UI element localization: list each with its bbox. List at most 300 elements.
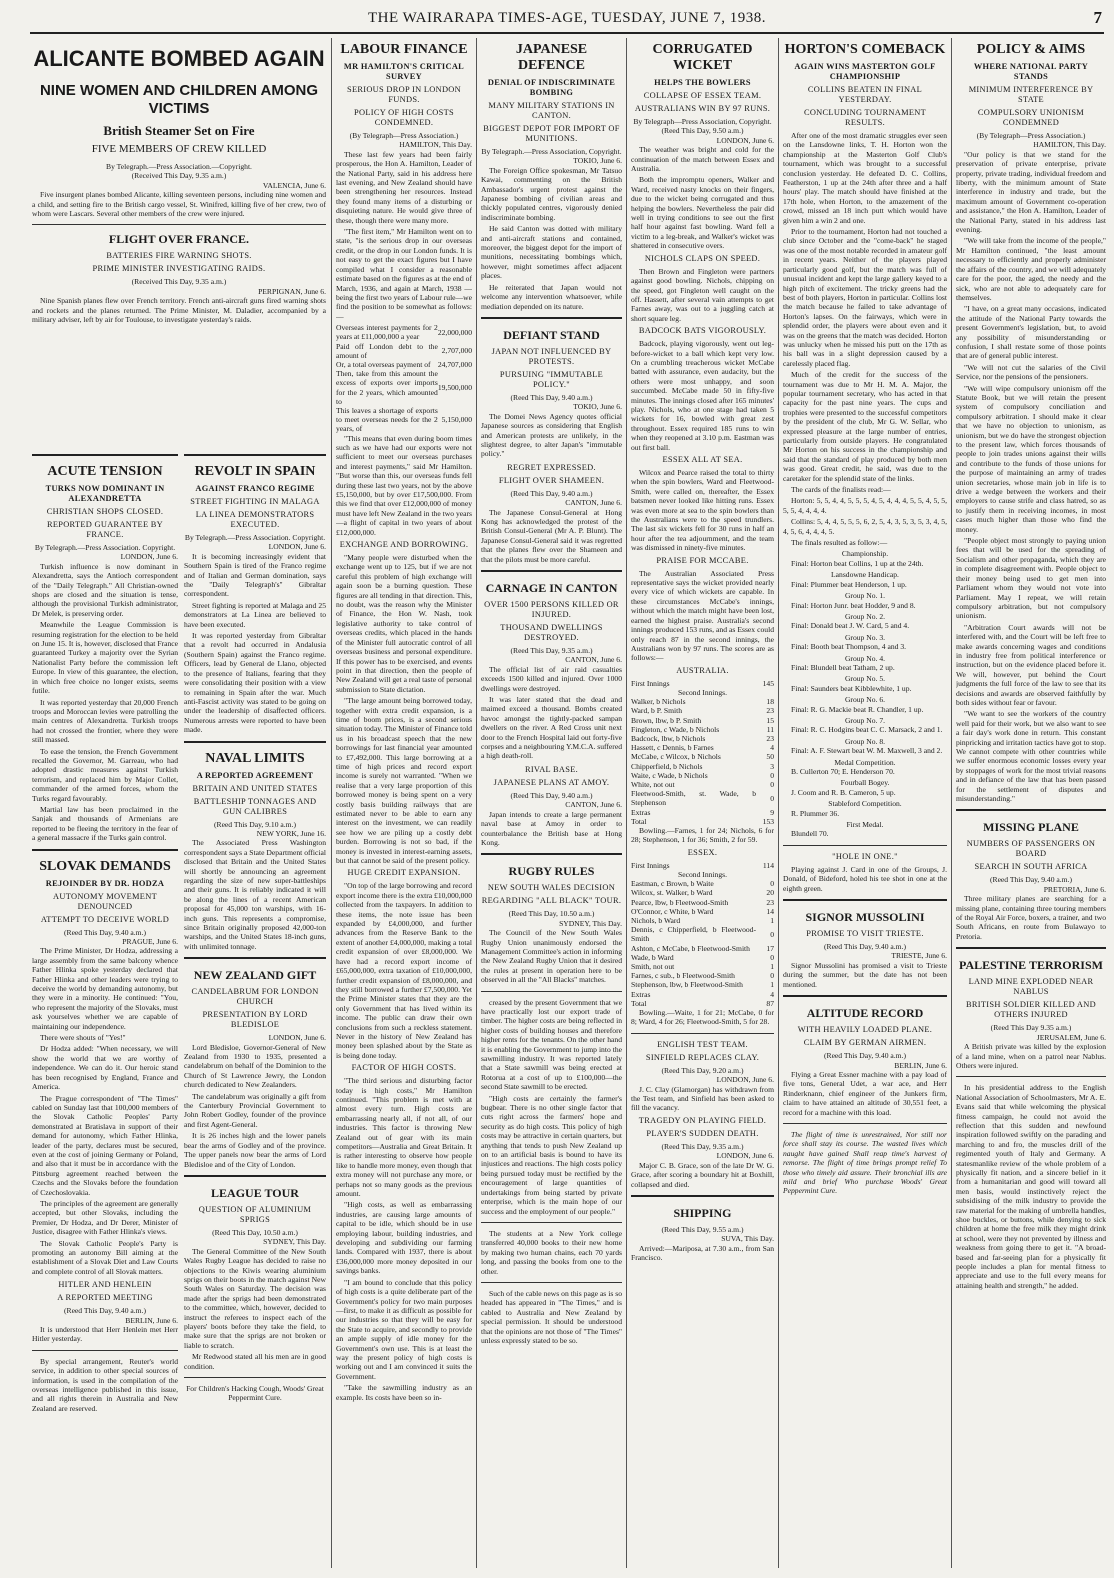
table-subheading: Second Innings. [678, 687, 727, 697]
article-paragraph: The weather was bright and cold for the continuation of the match between Essex and Australia. [631, 145, 774, 174]
table-row [631, 688, 774, 697]
scorecard-heading: AUSTRALIA. [676, 665, 729, 675]
article-deck: COMPULSORY UNIONISM CONDEMNED [977, 108, 1085, 127]
received-time: (Reed This Day, 9.40 a.m.) [823, 1051, 907, 1061]
table-row [631, 743, 774, 752]
article-deck: POLICY OF HIGH COSTS CONDEMNED. [354, 108, 454, 127]
article-paragraph: It was later stated that the dead and maimed exceed a thousand. Bombs created havoc amongst the tightly-packed sampan dwellers on the river. A Red Cross unit next door to the French Hospital laid out forty-five corpses and a neighbouring Y.M.C.A. suffered a high death-roll. [481, 695, 622, 761]
article-heading: CARNAGE IN CANTON [485, 581, 618, 595]
article-heading: SHIPPING [673, 1205, 732, 1220]
table-cell: White, not out [631, 779, 675, 789]
article-deck: AUTONOMY MOVEMENT DENOUNCED [53, 891, 157, 911]
article-paragraph: "I am bound to conclude that this policy of high costs is a quite deliberate part of the Government's policy for two main purposes—first, to make it as difficult as possible for our industries so that they will be easy for the State to acquire, and secondly to provide an ample supply of idle money for the Government's own use. This is at least the way the present policy of high costs is working out and I am convinced it suits the Government. [336, 1277, 472, 1381]
dateline: LONDON, June 6. [716, 1151, 774, 1161]
column-1 [32, 448, 178, 1568]
column-rule [331, 38, 332, 1568]
australia-scorecard [631, 679, 774, 826]
article-paragraph: J. C. Clay (Glamorgan) has withdrawn from the Test team, and Sinfield has been asked to fill the vacancy. [631, 1084, 774, 1113]
received-time: (Reed This Day, 9.35 a.m.) [661, 1141, 744, 1151]
article-deck: LAND MINE EXPLODED NEAR NABLUS [968, 977, 1094, 997]
section-subheading: JAPANESE PLANS AT AMOY. [493, 777, 610, 787]
table-row [631, 944, 774, 953]
result-heading: Stableford Competition. [828, 799, 902, 809]
table-row [631, 953, 774, 962]
article-heading: RUGBY RULES [508, 864, 595, 879]
article-paragraph: "We want to see the workers of the country well paid for their work, but we also want to see a fair day's work done in return. This constant pinpricking and irritation tactics have got to stop. We cannot compete with other countries while we suffer enormous economic losses every year by stoppages of work for the most trivial reasons and in defiance of the law that has been passed for the settlement of disputes and misunderstanding." [956, 709, 1106, 804]
article-paragraph: It is becoming increasingly evident that Southern Spain is tired of the Franco regime and of Italian and German domination, says the "Daily Telegraph's" Gibraltar correspondent. [184, 551, 326, 599]
table-row [631, 888, 774, 897]
article-deck: PURSUING "IMMUTABLE POLICY." [499, 369, 604, 389]
table-value: 0 [770, 779, 774, 789]
article-paragraph: A British private was killed by the explosion of a land mine, when on a patrol near Nablus. Others were injured. [956, 1042, 1106, 1070]
table-row [631, 697, 774, 706]
section-subheading: NICHOLS CLAPS ON SPEED. [644, 253, 761, 263]
table-value: 11 [766, 724, 774, 734]
table-value: 4 [770, 989, 774, 999]
table-value: 145 [762, 678, 774, 688]
dateline: HAMILTON, This Day. [1033, 140, 1106, 150]
article-paragraph: "On top of the large borrowing and record export income there is the extra £10,000,000 collected from the taxpayers. In addition to these items, the note issue has been expanded by £4,000,000, and further advances from the Reserve Bank to the extent of another £4,000,000, making a total credit expansion of over £8,000,000. We have had a record export income of £65,000,000, extra taxation of £10,000,000, further credit expansion of £8,000,000, and they still borrowed a further £7,500,000. Yet the Prime Minister states that they are the only Government that has lived within its income. The public can draw their own conclusions from such a reckless statement. Never in the history of New Zealand has money been splashed about by the State as is being done today. [336, 881, 472, 1060]
article-deck: SEARCH IN SOUTH AFRICA [974, 862, 1088, 872]
article-deck: PROMISE TO VISIT TRIESTE. [806, 929, 924, 939]
table-cell: Wade, b Ward [631, 952, 674, 962]
table-cell: Smith, not out [631, 962, 675, 972]
bowling-figures: Bowling.—Waite, 1 for 21; McCabe, 0 for 8; Ward, 4 for 26; Fleetwood-Smith, 5 for 28. [631, 1008, 774, 1027]
table-cell: Walker, b Nichols [631, 697, 686, 707]
section-subheading: ESSEX ALL AT SEA. [662, 455, 743, 464]
article-deck: CLAIM BY GERMAN AIRMEN. [803, 1038, 927, 1048]
table-row [631, 916, 774, 925]
table-row [631, 980, 774, 989]
result-text: Final: A. F. Stewart beat W. M. Maxwell, 3 and 2. [791, 746, 943, 756]
column-2 [184, 448, 326, 1568]
lead-subhead-crew: FIVE MEMBERS OF CREW KILLED [91, 143, 267, 155]
table-row [631, 999, 774, 1008]
article-paragraph: "This means that even during boom times such as we have had our exports were not sufficient to meet our overseas purchases and interest payments," said Mr Hamilton. "But worse than this, our overseas funds fell during these last two years, not by the above £5,150,000, but by over £17,500,000. From this we find that over £12,000,000 of money must have left New Zealand in the two years—a flight of capital in two years of about £12,000,000. [336, 433, 472, 537]
dateline: BERLIN, June 6. [125, 1315, 178, 1325]
article-paragraph: The Domei News Agency quotes official Japanese sources as considering that English and American protests are unlikely, in the slightest degree, to alter Japan's "immutable policy." [481, 411, 622, 459]
article-deck: AGAINST FRANCO REGIME [195, 484, 315, 493]
article-paragraph: Badcock, playing vigorously, went out leg-before-wicket to a ball which kept very low. On a crumbling treacherous wicket McCabe batted with assurance, even audacity, but the others were most unhappy, and soon succumbed. McCabe made 50 in fifty-five minutes. The innings closed after 165 minutes' play. Nichols, who at one stage had taken 5 wickets for 16, bowled with great zest throughout. Essex required 185 runs to win when they reopened at 3.10 p.m. Eastman was out first ball. [631, 339, 774, 452]
article-deck: CHRISTIAN SHOPS CLOSED. [46, 507, 164, 516]
article-deck: AUSTRALIANS WIN BY 97 RUNS. [634, 104, 771, 113]
article-heading: JAPANESE DEFENCE [515, 42, 588, 73]
section-subheading: PRIME MINISTER INVESTIGATING RAIDS. [92, 264, 266, 274]
table-cell: Total [631, 816, 647, 826]
article-deck: QUESTION OF ALUMINIUM SPRIGS [198, 1204, 312, 1224]
table-cell: Fleetwood-Smith, st. Wade, b Stephenson [631, 789, 756, 808]
result-text: Final: Saunders beat Kibblewhite, 1 up. [791, 683, 912, 693]
result-text: Final: R. G. Mackie beat R. Chandler, 1 up. [791, 704, 924, 714]
divider [184, 1377, 326, 1378]
column-rule [476, 38, 477, 1568]
article-heading: POLICY & AIMS [976, 42, 1086, 57]
table-row [631, 879, 774, 888]
article-deck: BRITISH SOLDIER KILLED AND OTHERS INJURED [966, 1000, 1096, 1020]
article-paragraph: "Take the sawmilling industry as an example. Its costs have been so in- [336, 1383, 472, 1402]
result-heading: Group No. 1. [844, 591, 886, 601]
article-heading: ACUTE TENSION [47, 464, 163, 479]
received-time: (Reed This Day 9.35 a.m.) [990, 1023, 1072, 1033]
article-paragraph: "Our policy is that we stand for the preservation of private enterprise, private property, private trading, individual freedom and liberty, with the minimum amount of State interference in industry and trade, but the maximum amount of Government co-operation and assistance," the Hon A. Hamilton, Leader of the National Party, stated in his address last evening. [956, 149, 1106, 235]
article-deck: CANDELABRUM FOR LONDON CHURCH [191, 987, 319, 1007]
article-paragraph: Prior to the tournament, Horton had not touched a club since October and the "come-back" he staged was one of the most notable recorded in amateur golf in recent years. Neither of the players played particularly good golf, but the match was full of unusual incident and kept the large gallery keyed to a high pitch of excitement. The tricky greens had the best of both players, Horton in particular. Collins lost the match because he failed to take advantage of Horton's lapses. On the fairways, which were in splendid order, the players were about even and it was on the greens that the match was decided. Horton was unlucky when he missed his putt on the 17th as his ball was in a slight depression caused by a carelessly placed flag. [783, 227, 947, 368]
article-paragraph: In his presidential address to the English National Association of Schoolmasters, Mr A. E. Evans said that while welcoming the physical fitness campaign, he could not avoid the reflection that this sudden and newfound inspiration followed swiftly on the parading and marching to and fro, the muscles drill of the regimented youth of Italy and Germany. A statesmanlike review of the whole problem of a physically fit nation, and a sincere belief in it from a humanitarian and good will toward all men basis, would instinctively reject the subsidising of the milk industry to provide the raw material for the making of umbrella handles, shoe buckles, or buttons, while denying to sick children at home the free milk they might drink at school, were they not prevented by illness and weakness from going there to get it. "A broad-based and far-seeing plan for a physically fit people includes a plan for mental fitness to appreciate and use to the full every means for attaining health and strength," he added. [956, 1083, 1106, 1290]
table-cell: Wilcox, st. Walker, b Ward [631, 888, 713, 898]
article-paragraph: "Many people were disturbed when the exchange went up to 125, but if we are not careful this problem of high exchange will again soon be a burning question. These figures are all tending in that direction. This, no doubt, was the reason why the Minister of Finance, the Hon W. Nash, took legislative authority to take control of overseas credits, which placed in the hands of the Minister full autocratic control of all overseas business and personal expenditure. If this power has to be exercised, and events point in that direction, then the people of New Zealand will get a real taste of personal submission to State dictation. [336, 553, 472, 694]
table-cell: Stephenson, lbw, b Fleetwood-Smith [631, 980, 743, 990]
byline: By Telegraph.—Press Association, Copyright. [481, 147, 622, 156]
article-paragraph: creased by the present Government that we have practically lost our export trade of timber. The higher costs are being reflected in higher costs of building houses and therefore higher rents for the tenants. On the other hand it is enabling the Government to jump into the sawmilling industry. It was reported lately that a State sawmill was being erected at Rotorua at a cost of up to £100,000—the second State sawmill to be erected. [481, 997, 622, 1092]
article-deck: TURKS NOW DOMINANT IN ALEXANDRETTA [45, 484, 165, 503]
received-time: (Reed This Day, 9.55 a.m.) [661, 1224, 744, 1234]
table-cell: Badcock, lbw, b Nichols [631, 733, 706, 743]
section-subheading: HUGE CREDIT EXPANSION. [347, 868, 461, 878]
article-deck: DENIAL OF INDISCRIMINATE BOMBING [487, 78, 616, 97]
table-value: 9 [770, 807, 774, 817]
section-subheading: BADCOCK BATS VIGOROUSLY. [638, 326, 767, 336]
divider [783, 1123, 947, 1124]
essex-scorecard [631, 861, 774, 1008]
section-subheading: PRAISE FOR MCCABE. [656, 555, 749, 565]
result-heading: Group No. 7. [844, 715, 886, 725]
table-cell: Fingleton, c Wade, b Nichols [631, 724, 720, 734]
byline: By Telegraph—Press Association, Copyright. [633, 117, 772, 126]
article-deck: STREET FIGHTING IN MALAGA [190, 497, 320, 506]
table-row [631, 706, 774, 715]
table-value: 18 [766, 697, 774, 707]
advertisement: For Children's Hacking Cough, Woods' Great Peppermint Cure. [186, 1384, 324, 1403]
article-heading: DEFIANT STAND [503, 327, 600, 342]
table-cell: O'Connor, c White, b Ward [631, 906, 714, 916]
table-cell: McCabe, c Wilcox, b Nichols [631, 752, 721, 762]
article-paragraph: Major C. B. Grace, son of the late Dr W. G. Grace, after scoring a boundary hit at Boxhill, collapsed and died. [631, 1160, 774, 1189]
table-cell: Brown, lbw, b P. Smith [631, 715, 702, 725]
dateline: BERLIN, June 6. [894, 1060, 947, 1070]
table-cell: Eastman, c Brown, b Waite [631, 879, 714, 889]
result-text: B. Cullerton 70; E. Henderson 70. [791, 767, 895, 776]
article-paragraph: Lord Bledisloe, Governor-General of New Zealand from 1930 to 1935, presented a candelabrum on behalf of the Dominion to the Church of St Lawrence Jewry, the London church dedicated to New Zealanders. [184, 1042, 326, 1090]
editorial-note: By special arrangement, Reuter's world service, in addition to other special sources of information, is used in the compilation of the overseas intelligence published in this issue, and all rights therein in Australia and New Zealand are reserved. [32, 1356, 178, 1413]
lead-headline: ALICANTE BOMBED AGAIN [33, 46, 325, 71]
article-paragraph: Horton: 5, 5, 4, 4, 5, 5, 5, 4, 5, 4, 4, 4, 5, 5, 4, 5, 5, 5, 5, 4, 4, 4, 4. [783, 496, 947, 515]
table-cell: Paid off London debt to the amount of [336, 341, 438, 360]
article-heading: PALESTINE TERRORISM [959, 958, 1103, 973]
article-paragraph: "People object most strongly to paying union fees that will be used for the spreading of Socialism and other propaganda, which they are in complete disagreement with. People object to their money being used to get men into Parliament whom they would not vote into Parliament. May I repeat, we will retain compulsory arbitration, but not compulsory unionism. [956, 536, 1106, 621]
table-row [631, 734, 774, 743]
divider [32, 224, 326, 225]
editorial-note: Such of the cable news on this page as is so headed has appeared in "The Times," and is cabled to Australia and New Zealand by special permission. It should be understood that the opinions are not those of "The Times" unless expressly stated to be so. [481, 1288, 622, 1345]
result-heading: Group No. 8. [844, 736, 886, 746]
result-heading: Group No. 3. [844, 632, 886, 642]
article-paragraph: The Associated Press Washington correspondent says a State Department official disclosed that Britain and the United States will shortly be announcing an agreement regarding the size of new super-battleships and their guns. It is reliably indicated it will be along the lines of a recent American proposal for 45,000 ton warships, with 16-inch guns. This represents a compromise, since Britain originally proposed 42,000-ton warships, and the United States 18-inch guns, with unlimited tonnage. [184, 838, 326, 951]
table-row [631, 762, 774, 771]
divider [481, 1282, 622, 1283]
divider [481, 991, 622, 992]
table-row [336, 342, 472, 360]
section-subheading: A REPORTED MEETING [57, 1293, 153, 1303]
article-paragraph: These last few years had been fairly prosperous, the Hon A. Hamilton, Leader of the National Party, said in his address here last evening, and New Zealand should have been strengthening her resources. Instead they found many items of a disturbing or disquieting nature. He would give three of these, though there were many more. [336, 149, 472, 225]
byline: By Telegraph.—Press Association.—Copyright. [106, 162, 252, 171]
article-paragraph: "High costs, as well as embarrassing industries, are causing large amounts of capital to be idle, which should be in use employing labour, building industries, and developing and subdividing our farming lands. Compared with 1937, there is about £36,000,000 more money deposited in our savings banks. [336, 1200, 472, 1276]
byline: By Telegraph.—Press Association. Copyright. [34, 543, 176, 552]
article-paragraph: It was reported yesterday that 20,000 French troops and Moroccan levies were patrolling the main centres of Alexandretta. Turkish troops had not crossed the frontier, where they were still massed. [32, 697, 178, 745]
article-deck: REGARDING "ALL BLACK" TOUR. [481, 896, 622, 906]
table-row [631, 990, 774, 999]
divider [956, 1076, 1106, 1077]
dateline: LONDON, June 6. [716, 1075, 774, 1085]
received-time: (Reed This Day, 9.40 a.m.) [510, 392, 593, 402]
section-subheading: EXCHANGE AND BORROWING. [339, 540, 469, 550]
column-7 [956, 38, 1106, 1568]
results-list [783, 549, 947, 838]
table-value: 0 [770, 793, 774, 803]
dateline: TOKIO, June 6. [573, 156, 622, 166]
article-deck: MANY MILITARY STATIONS IN CANTON. [488, 101, 615, 120]
divider [481, 1222, 622, 1223]
article-deck: THOUSAND DWELLINGS DESTROYED. [500, 623, 603, 642]
column-3 [336, 38, 472, 1568]
article-paragraph: Martial law has been proclaimed in the Sanjak and thousands of Armenians are reported to be fleeing the territory in the fear of a general massacre if the Turks gain control. [32, 804, 178, 843]
article-paragraph: The Council of the New South Wales Rugby Union unanimously endorsed the Management Committee's action in informing the New Zealand Rugby Union that it desired the rules at present in operation here to be observed in all the "All Blacks" matches. [481, 928, 622, 985]
article-heading: SLOVAK DEMANDS [39, 858, 171, 874]
article-deck: MINIMUM INTERFERENCE BY STATE [968, 85, 1094, 104]
article-paragraph: It is 26 inches high and the lower panels bear the arms of Godley and of the province. The upper panels now bear the arms of Lord Bledisloe and of the City of London. [184, 1131, 326, 1169]
article-paragraph: Wilcox and Pearce raised the total to thirty when the spin bowlers, Ward and Fleetwood-Smith, were called on, thereafter, the Essex batsmen never looked like hitting runs. Essex was even more at sea to the spin bowlers than the Australians were to the speed trundlers. The last six wickets fell for 30 runs in half an hour after the tea adjournment, and the team was dismissed in ninety-five minutes. [631, 468, 774, 553]
dateline: TRIESTE, June 6. [891, 951, 947, 961]
article-paragraph: The Australian Associated Press representative says the wicket provided nearly every vice of which wickets are capable. In these circumstances McCabe's innings, without which the match might have been lost, earned the highest praise. Australia's second innings produced 153 runs, and as Essex could only reach 87 in the second innings, the Australians won by 97 runs. The scores are as follows:— [631, 568, 774, 663]
article-deck: NEW SOUTH WALES DECISION [487, 883, 616, 893]
table-row [631, 752, 774, 761]
article-deck: AGAIN WINS MASTERTON GOLF CHAMPIONSHIP [794, 62, 936, 81]
received-time: (Reed This Day, 9.40 a.m.) [510, 790, 593, 800]
article-deck: COLLAPSE OF ESSEX TEAM. [643, 91, 762, 100]
lead-subhead: British Steamer Set on Fire [103, 123, 255, 138]
article-paragraph: Much of the credit for the success of the tournament was due to Mr H. M. A. Major, the popular tournament secretary, who has acted in that capacity for the past nine years. The cups and trophies were presented to the successful competitors by the president of the club, Mr G. W. Sellar, who expressed pleasure at the large number of entries, particularly from outside players. He congratulated Mr Horton on his success in the championship and said that the standard of play produced by both men was good. Great credit, he said, was due to the caretaker for the splendid state of the links. [783, 370, 947, 483]
table-cell: Chipperfield, b Nichols [631, 761, 703, 771]
table-row [631, 898, 774, 907]
table-value: 0 [770, 770, 774, 780]
table-subheading: Second Innings. [678, 869, 727, 879]
column-4 [481, 38, 622, 1568]
bowling-figures: Bowling.—Farnes, 1 for 24; Nichols, 6 for 28; Stephenson, 1 for 36; Smith, 2 for 59. [631, 825, 774, 845]
received-time: (Received This Day, 9.35 a.m.) [131, 171, 227, 181]
byline: (By Telegraph—Press Association.) [976, 131, 1086, 140]
dateline: SUVA, This Day. [721, 1234, 774, 1244]
article-deck: REPORTED GUARANTEE BY FRANCE. [46, 520, 164, 539]
table-value: 1 [770, 916, 774, 925]
scorecard-heading: ESSEX. [687, 847, 718, 857]
article-deck: WHERE NATIONAL PARTY STANDS [973, 62, 1089, 81]
table-cell: Extras [631, 807, 651, 817]
table-value: 15 [766, 715, 774, 725]
table-value: 0 [770, 971, 774, 981]
table-value: 1 [770, 980, 774, 990]
table-cell: First Innings [631, 860, 670, 870]
masthead [30, 6, 1104, 34]
article-heading: ALTITUDE RECORD [806, 1006, 924, 1021]
article-deck: COLLINS BEATEN IN FINAL YESTERDAY. [807, 85, 923, 104]
table-row [631, 725, 774, 734]
article-heading: SIGNOR MUSSOLINI [805, 910, 925, 925]
table-cell: Nichols, b Ward [631, 916, 681, 925]
table-cell: Hassett, c Dennis, b Farnes [631, 743, 714, 753]
section-subheading: BATTERIES FIRE WARNING SHOTS. [106, 251, 252, 261]
article-paragraph: The cards of the finalists read:— [791, 485, 891, 495]
section-subheading: SINFIELD REPLACES CLAY. [645, 1052, 760, 1062]
table-value: 19,500,000 [437, 382, 472, 392]
article-paragraph: "The first item," Mr Hamilton went on to state, "is the serious drop in our overseas credit, or the drop in our London funds. It is not easy to get the exact figures but I have compiled what I consider a reasonable estimate based on the figures as at the end of March, 1936, and again at March, 1938 —being the first two years of Labour rule—we find the position to be somewhat as follows:— [336, 227, 472, 321]
table-row [631, 925, 774, 943]
table-cell: Ashton, c McCabe, b Fleetwood-Smith [631, 943, 750, 953]
article-paragraph: "High costs are certainly the farmer's bugbear. There is no other single factor that cuts right across the farmers' hope and security as do high costs. This policy of high costs may be attractive in certain quarters, but anything that tends to push New Zealand up on to an artificial basis is bound to have its injustices and reactions. The high costs policy being pursued today must be rectified by the encouragement of large quantities of undertakings from being started by private enterprise, which is the main hope of our success and the employment of our people." [481, 1093, 622, 1216]
article-deck: MR HAMILTON'S CRITICAL SURVEY [343, 62, 465, 81]
section-heading: FLIGHT OVER FRANCE. [108, 232, 250, 247]
article-deck: OVER 1500 PERSONS KILLED OR INJURED. [484, 600, 619, 619]
divider [783, 845, 947, 846]
dateline: VALENCIA, June 6. [262, 180, 326, 190]
article-paragraph: He reiterated that Japan would not welcome any intervention whatsoever, while mediation depended on its nature. [481, 282, 622, 311]
result-text: J. Coom and R. B. Cameron, 5 up. [791, 787, 896, 797]
result-text: Final: Blundell beat Tatham, 2 up. [791, 662, 895, 672]
table-cell: Overseas interest payments for 2 years at £11,000,000 a year [336, 323, 438, 342]
article-heading: REVOLT IN SPAIN [194, 464, 316, 479]
result-heading: Medal Competition. [834, 757, 896, 767]
table-row [631, 780, 774, 789]
article-paragraph: "We will not cut the salaries of the Civil Service, nor the pensions of the pensioners. [956, 362, 1106, 382]
received-time: (Reed This Day, 9.50 a.m.) [661, 126, 744, 136]
section-heading: REGRET EXPRESSED. [507, 462, 596, 472]
table-value: 24,707,000 [437, 359, 472, 369]
column-6 [783, 38, 947, 1568]
dateline: LONDON, June 6. [268, 542, 326, 552]
lead-story [32, 38, 326, 438]
article-paragraph: The finals resulted as follow:— [791, 538, 888, 548]
table-cell: Dennis, c Chipperfield, b Fleetwood-Smith [631, 925, 756, 944]
article-paragraph: The Foreign Office spokesman, Mr Tatsuo Kawai, commenting on the British Ambassador's urgent protest against the Japanese bombing of civilian areas and thickly populated centres, vigorously denied indiscriminate bombing. [481, 165, 622, 222]
result-heading: Lansdowne Handicap. [831, 570, 899, 580]
table-cell: This leaves a shortage of exports to meet overseas needs for the 2 years, of [336, 405, 438, 434]
article-deck: LA LINEA DEMONSTRATORS EXECUTED. [195, 510, 315, 529]
dateline: SYDNEY, This Day. [559, 918, 622, 928]
dateline: TOKIO, June 6. [573, 402, 622, 412]
article-paragraph: Playing against J. Card in one of the Groups, J. Donald, of Bideford, holed his tee shot in one at the eighth green. [783, 864, 947, 893]
article-paragraph: The principles of the agreement are generally accepted, but other Slovaks, including the Premier, Dr Hodza, and Dr Derer, Minister of Justice, disagree with Father Hlinka's views. [32, 1198, 178, 1237]
article-paragraph: "I have, on a great many occasions, indicated the attitude of the National Party towards the present Government's legislation, but, to avoid any possibility of misunderstanding or confusion, I shall restate some of those points that are of general public interest. [956, 304, 1106, 361]
dateline: LONDON, June 6. [716, 135, 774, 145]
received-time: (Reed This Day, 9.40 a.m.) [989, 875, 1073, 885]
dateline: SYDNEY, This Day. [263, 1237, 326, 1247]
table-cell: Farnes, c sub., b Fleetwood-Smith [631, 971, 735, 981]
section-heading: "HOLE IN ONE." [832, 851, 898, 861]
table-value: 114 [762, 860, 774, 870]
article-paragraph: Turkish influence is now dominant in Alexandretta, says the Antioch correspondent of the "Daily Telegraph." All Christian-owned shops are closed and the situation is tense, although the provisional Turkish administrator, Dr Melek, is preserving order. [32, 561, 178, 618]
article-paragraph: Meanwhile the League Commission is resuming registration for the election to be held on June 15. It is, however, disclosed that France guaranteed Turkey a majority over the Syrian Nationalist Party before the commission left Europe. In view of this guarantee, the election, in which free choice no longer exists, seems futile. [32, 620, 178, 696]
table-value: 14 [766, 906, 774, 916]
dateline: LONDON, June 6. [120, 552, 178, 562]
table-value: 23 [766, 733, 774, 743]
table-cell: Or, a total overseas payment of [336, 359, 431, 369]
dateline: LONDON, June 6. [268, 1033, 326, 1043]
result-heading: First Medal. [846, 820, 884, 830]
article-paragraph: The Prime Minister, Dr Hodza, addressing a large assembly from the same balcony whence Father Hlinka spoke yesterday declared that Father Hlinka and other leaders were trying to deceive the world by demanding autonomy, but they were in a minority. He continued: "You, who represent the majority of the Slovaks, must ask yourselves whether we are capable of maintaining our independence. [32, 946, 178, 1031]
received-time: (Reed This Day, 9.35 a.m.) [510, 646, 593, 655]
received-time: (Reed This Day, 9.40 a.m.) [823, 942, 907, 952]
result-text: Final: Donald beat J. W. Card, 5 and 4. [791, 621, 910, 631]
article-paragraph: The Japanese Consul-General at Hong Kong has acknowledged the protest of the British Consul-General (Mr A. P. Blunt). The Japanese Consul-General said it was regretted that the planes flew over the Shameen and that the pilots must be more careful. [481, 507, 622, 564]
article-heading: NAVAL LIMITS [205, 750, 305, 766]
article-paragraph: The official list of air raid casualties exceeds 1500 killed and injured. Over 1000 dwellings were destroyed. [481, 664, 622, 693]
table-row [631, 962, 774, 971]
result-text: Blundell 70. [791, 829, 829, 839]
byline: By Telegraph.—Press Association. Copyright. [184, 533, 326, 542]
column-rule [778, 38, 779, 1568]
dateline: CANTON, June 6. [565, 498, 622, 508]
table-row [631, 716, 774, 725]
table-value: 4 [770, 743, 774, 753]
table-value: 87 [766, 998, 774, 1008]
table-cell: Extras [631, 989, 651, 999]
result-heading: Group No. 2. [844, 611, 886, 621]
article-heading: HORTON'S COMEBACK [784, 42, 946, 57]
article-deck: CONCLUDING TOURNAMENT RESULTS. [803, 108, 927, 127]
table-row [631, 679, 774, 688]
article-deck: HELPS THE BOWLERS [654, 78, 751, 87]
article-paragraph: Japan intends to create a large permanent naval base at Amoy in order to counterbalance the British base at Hong Kong. [481, 809, 622, 847]
article-deck: NUMBERS OF PASSENGERS ON BOARD [966, 839, 1096, 859]
article-paragraph: It was reported yesterday from Gibraltar that a revolt had occurred in Andalusia (Southern Spain) against the Franco regime. Officers, lead by General de Llano, objected to the presence of Italians, fearing that they were consolidating their position with a view to remaining in Spain after the war. Much anti-Fascist activity was stated to be going on under the leadership of disaffected officers. Numerous arrests were reported to have been made. [184, 631, 326, 735]
article-heading: LABOUR FINANCE [340, 42, 468, 57]
table-row [631, 808, 774, 817]
received-time: (Reed This Day, 9.40 a.m.) [63, 927, 147, 937]
dateline: NEW YORK, June 16. [256, 828, 326, 838]
article-deck: WITH HEAVILY LOADED PLANE. [797, 1025, 933, 1035]
lead-deck: NINE WOMEN AND CHILDREN AMONG VICTIMS [39, 82, 319, 117]
table-row [631, 861, 774, 870]
result-text: Final: Horton beat Collins, 1 up at the 24th. [791, 558, 924, 568]
table-value: 0 [770, 879, 774, 889]
received-time: (Received This Day, 9.35 a.m.) [131, 277, 227, 287]
article-paragraph: Flying a Great Essner machine with a pay load of five tons, General Udet, a war ace, and Herr Rinderknann, chief engineer of the Junkers firm, claim to have attained an altitude of 30,551 feet, a record for a machine with this load. [783, 1069, 947, 1117]
received-time: (Reed This Day, 10.50 a.m.) [212, 1227, 298, 1237]
table-value: 22,000,000 [437, 327, 472, 337]
article-paragraph: Then Brown and Fingleton were partners against good bowling. Nichols, chipping on the speed, got Fingleton well caught on the off. Hassett, after several vain attempts to get Farnes away, was out to a juggling catch at short square leg. [631, 266, 774, 323]
table-cell: Pearce, lbw, b Fleetwood-Smith [631, 897, 729, 907]
table-value: 3 [770, 761, 774, 771]
masthead-title: THE WAIRARAPA TIMES-AGE, TUESDAY, JUNE 7, 1938. [368, 10, 766, 26]
table-value: 153 [762, 816, 774, 826]
table-cell: Then, take from this amount the excess of exports over imports for the 2 years, which amounted to [336, 369, 438, 406]
table-value: 50 [766, 752, 774, 762]
article-paragraph: Signor Mussolini has promised a visit to Trieste during the summer, but the date has not been mentioned. [783, 960, 947, 989]
article-paragraph: The Prague correspondent of "The Times" cabled on Sunday last that 100,000 members of the Slovak Catholic Peoples' Party demonstrated at Bratislava in support of their demand for autonomy, which Father Hlinka, leader of the party, declares must be secured, even at the cost of joining Germany or Poland, and also that it must be in accordance with the Pittsburg agreement reached between the Czechs and the Slovaks before the foundation of Czechoslovakia. [32, 1093, 178, 1197]
table-value: 5,150,000 [441, 415, 472, 425]
table-row [631, 789, 774, 807]
received-time: (Reed This Day, 10.50 a.m.) [508, 909, 595, 919]
article-deck: JAPAN NOT INFLUENCED BY PROTESTS. [491, 346, 612, 366]
table-cell: Waite, c Wade, b Nichols [631, 770, 708, 780]
table-value: 23 [766, 706, 774, 716]
article-heading: LEAGUE TOUR [211, 1185, 299, 1200]
article-paragraph: Mr Redwood stated all his men are in good condition. [184, 1352, 326, 1371]
article-paragraph: "We will wipe compulsory unionism off the Statute Book, but we will retain the present system of compulsory conciliation and compulsory arbitration. I should make it clear that we have no objection to unionism, as unionism, but we do have the strongest objection to the present law, which forces thousands of people to join trades unions against their wills and contribute to the funds of those unions for the purpose of maintaining an army of trades union secretaries, whose main job in life is to drive a wedge between the workers and their employers to cause strife and class hatred, so as to justify them in receiving incomes, in most cases much higher than those who find the money. [956, 383, 1106, 534]
column-5 [631, 38, 774, 1568]
divider [32, 1350, 178, 1351]
byline: (By Telegraph—Press Association.) [349, 131, 459, 140]
result-heading: Championship. [841, 549, 889, 559]
article-paragraph: "The large amount being borrowed today, together with extra credit expansion, is a time of boom prices, is a second serious situation today. The Minister of Finance told us in his broadcast speech that the new borrowings for last financial year amounted to £7,492,000. This large borrowing at a time of high prices and record export income is surely not warranted. "When we realise that a very large proportion of this borrowed money is being spent on a very costly basis building railways that are estimated never to be able to earn any interest on the investment, we can readily see how we are piling up a costly debt burden. Borrowing is not so bad, if the money is invested in interest-earning assets, but that cannot be said of the present policy. [336, 696, 472, 866]
article-deck: PRESENTATION BY LORD BLEDISLOE [202, 1010, 308, 1030]
